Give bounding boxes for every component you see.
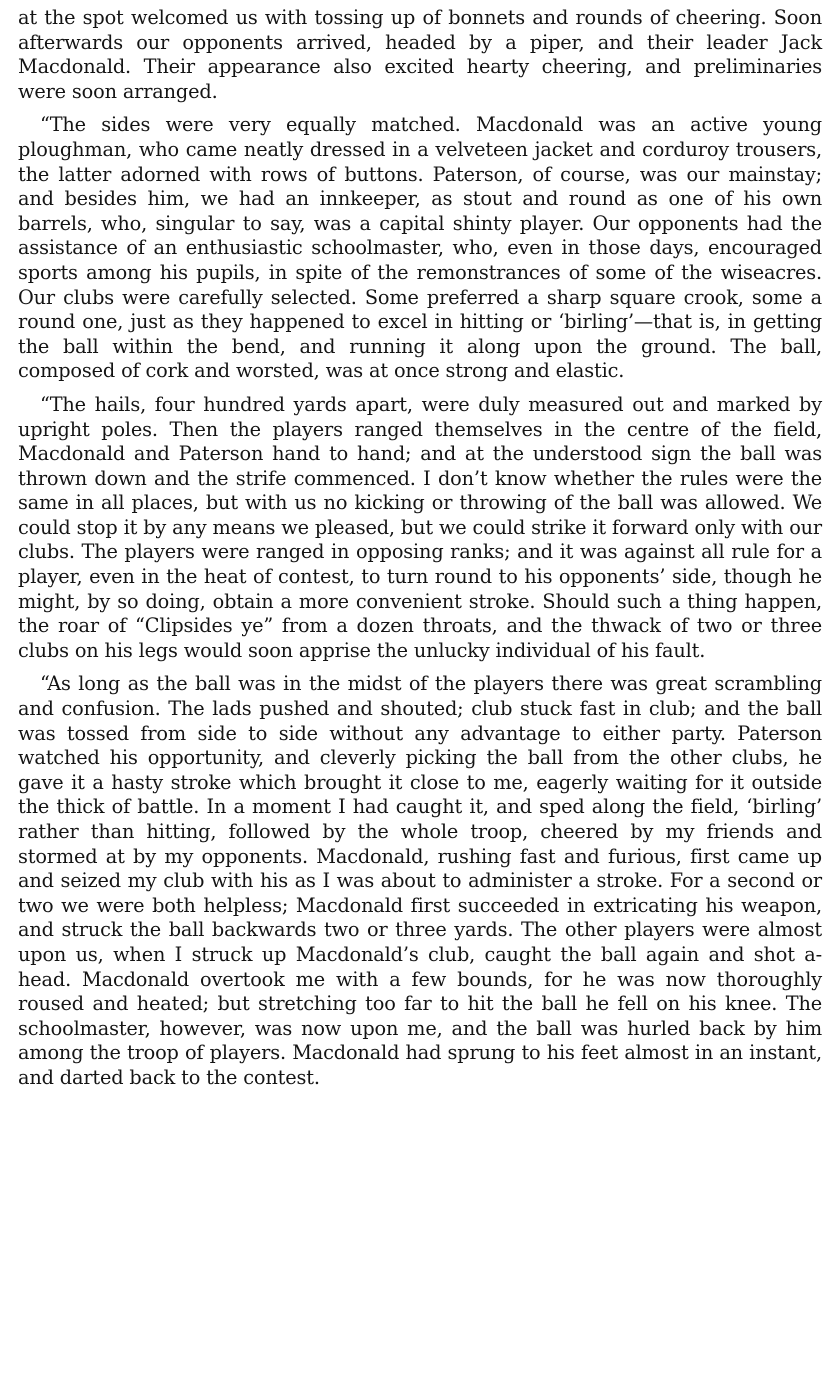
paragraph-1: at the spot welcomed us with tossing up of bonnets and rounds of cheering. Soon afterwards our opponents arrived, headed by a piper, and their leader Jack Macdonald. Their appearance also excited hearty cheering, and preliminaries were soon arranged. — [18, 6, 822, 103]
paragraph-3: “The hails, four hundred yards apart, were duly measured out and marked by upright poles. Then the players ranged themselves in the centre of the field, Macdonald and Paterson hand to hand; and at the understood sign the ball was thrown down and the strife commenced. I don’t know whether the rules were the same in all places, but with us no kicking or throwing of the ball was allowed. We could stop it by any means we pleased, but we could strike it forward only with our clubs. The players were ranged in opposing ranks; and it was against all rule for a player, even in the heat of contest, to turn round to his opponents’ side, though he might, by so doing, obtain a more convenient stroke. Should such a thing happen, the roar of “Clipsides ye” from a dozen throats, and the thwack of two or three clubs on his legs would soon apprise the unlucky individual of his fault. — [18, 392, 822, 662]
paragraph-2: “The sides were very equally matched. Macdonald was an active young ploughman, who came neatly dressed in a velveteen jacket and corduroy trousers, the latter adorned with rows of buttons. Paterson, of course, was our mainstay; and besides him, we had an innkeeper, as stout and round as one of his own barrels, who, singular to say, was a capital shinty player. Our opponents had the assistance of an enthusiastic schoolmaster, who, even in those days, encouraged sports among his pupils, in spite of the remonstrances of some of the wiseacres. Our clubs were carefully selected. Some preferred a sharp square crook, some a round one, just as they happened to excel in hitting or ‘birling’—that is, in getting the ball within the bend, and running it along upon the ground. The ball, composed of cork and worsted, was at once strong and elastic. — [18, 113, 822, 383]
paragraph-4: “As long as the ball was in the midst of the players there was great scrambling and confusion. The lads pushed and shouted; club stuck fast in club; and the ball was tossed from side to side without any advantage to either party. Paterson watched his opportunity, and cleverly picking the ball from the other clubs, he gave it a hasty stroke which brought it close to me, eagerly waiting for it outside the thick of battle. In a moment I had caught it, and sped along the field, ‘birling’ rather than hitting, followed by the whole troop, cheered by my friends and stormed at by my opponents. Macdonald, rushing fast and furious, first came up and seized my club with his as I was about to administer a stroke. For a second or two we were both helpless; Macdonald first succeeded in extricating his weapon, and struck the ball backwards two or three yards. The other players were almost upon us, when I struck up Macdonald’s club, caught the ball again and shot a-head. Macdonald overtook me with a few bounds, for he was now thoroughly roused and heated; but stretching too far to hit the ball he fell on his knee. The schoolmaster, however, was now upon me, and the ball was hurled back by him among the troop of players. Macdonald had sprung to his feet almost in an instant, and darted back to the contest. — [18, 672, 822, 1089]
